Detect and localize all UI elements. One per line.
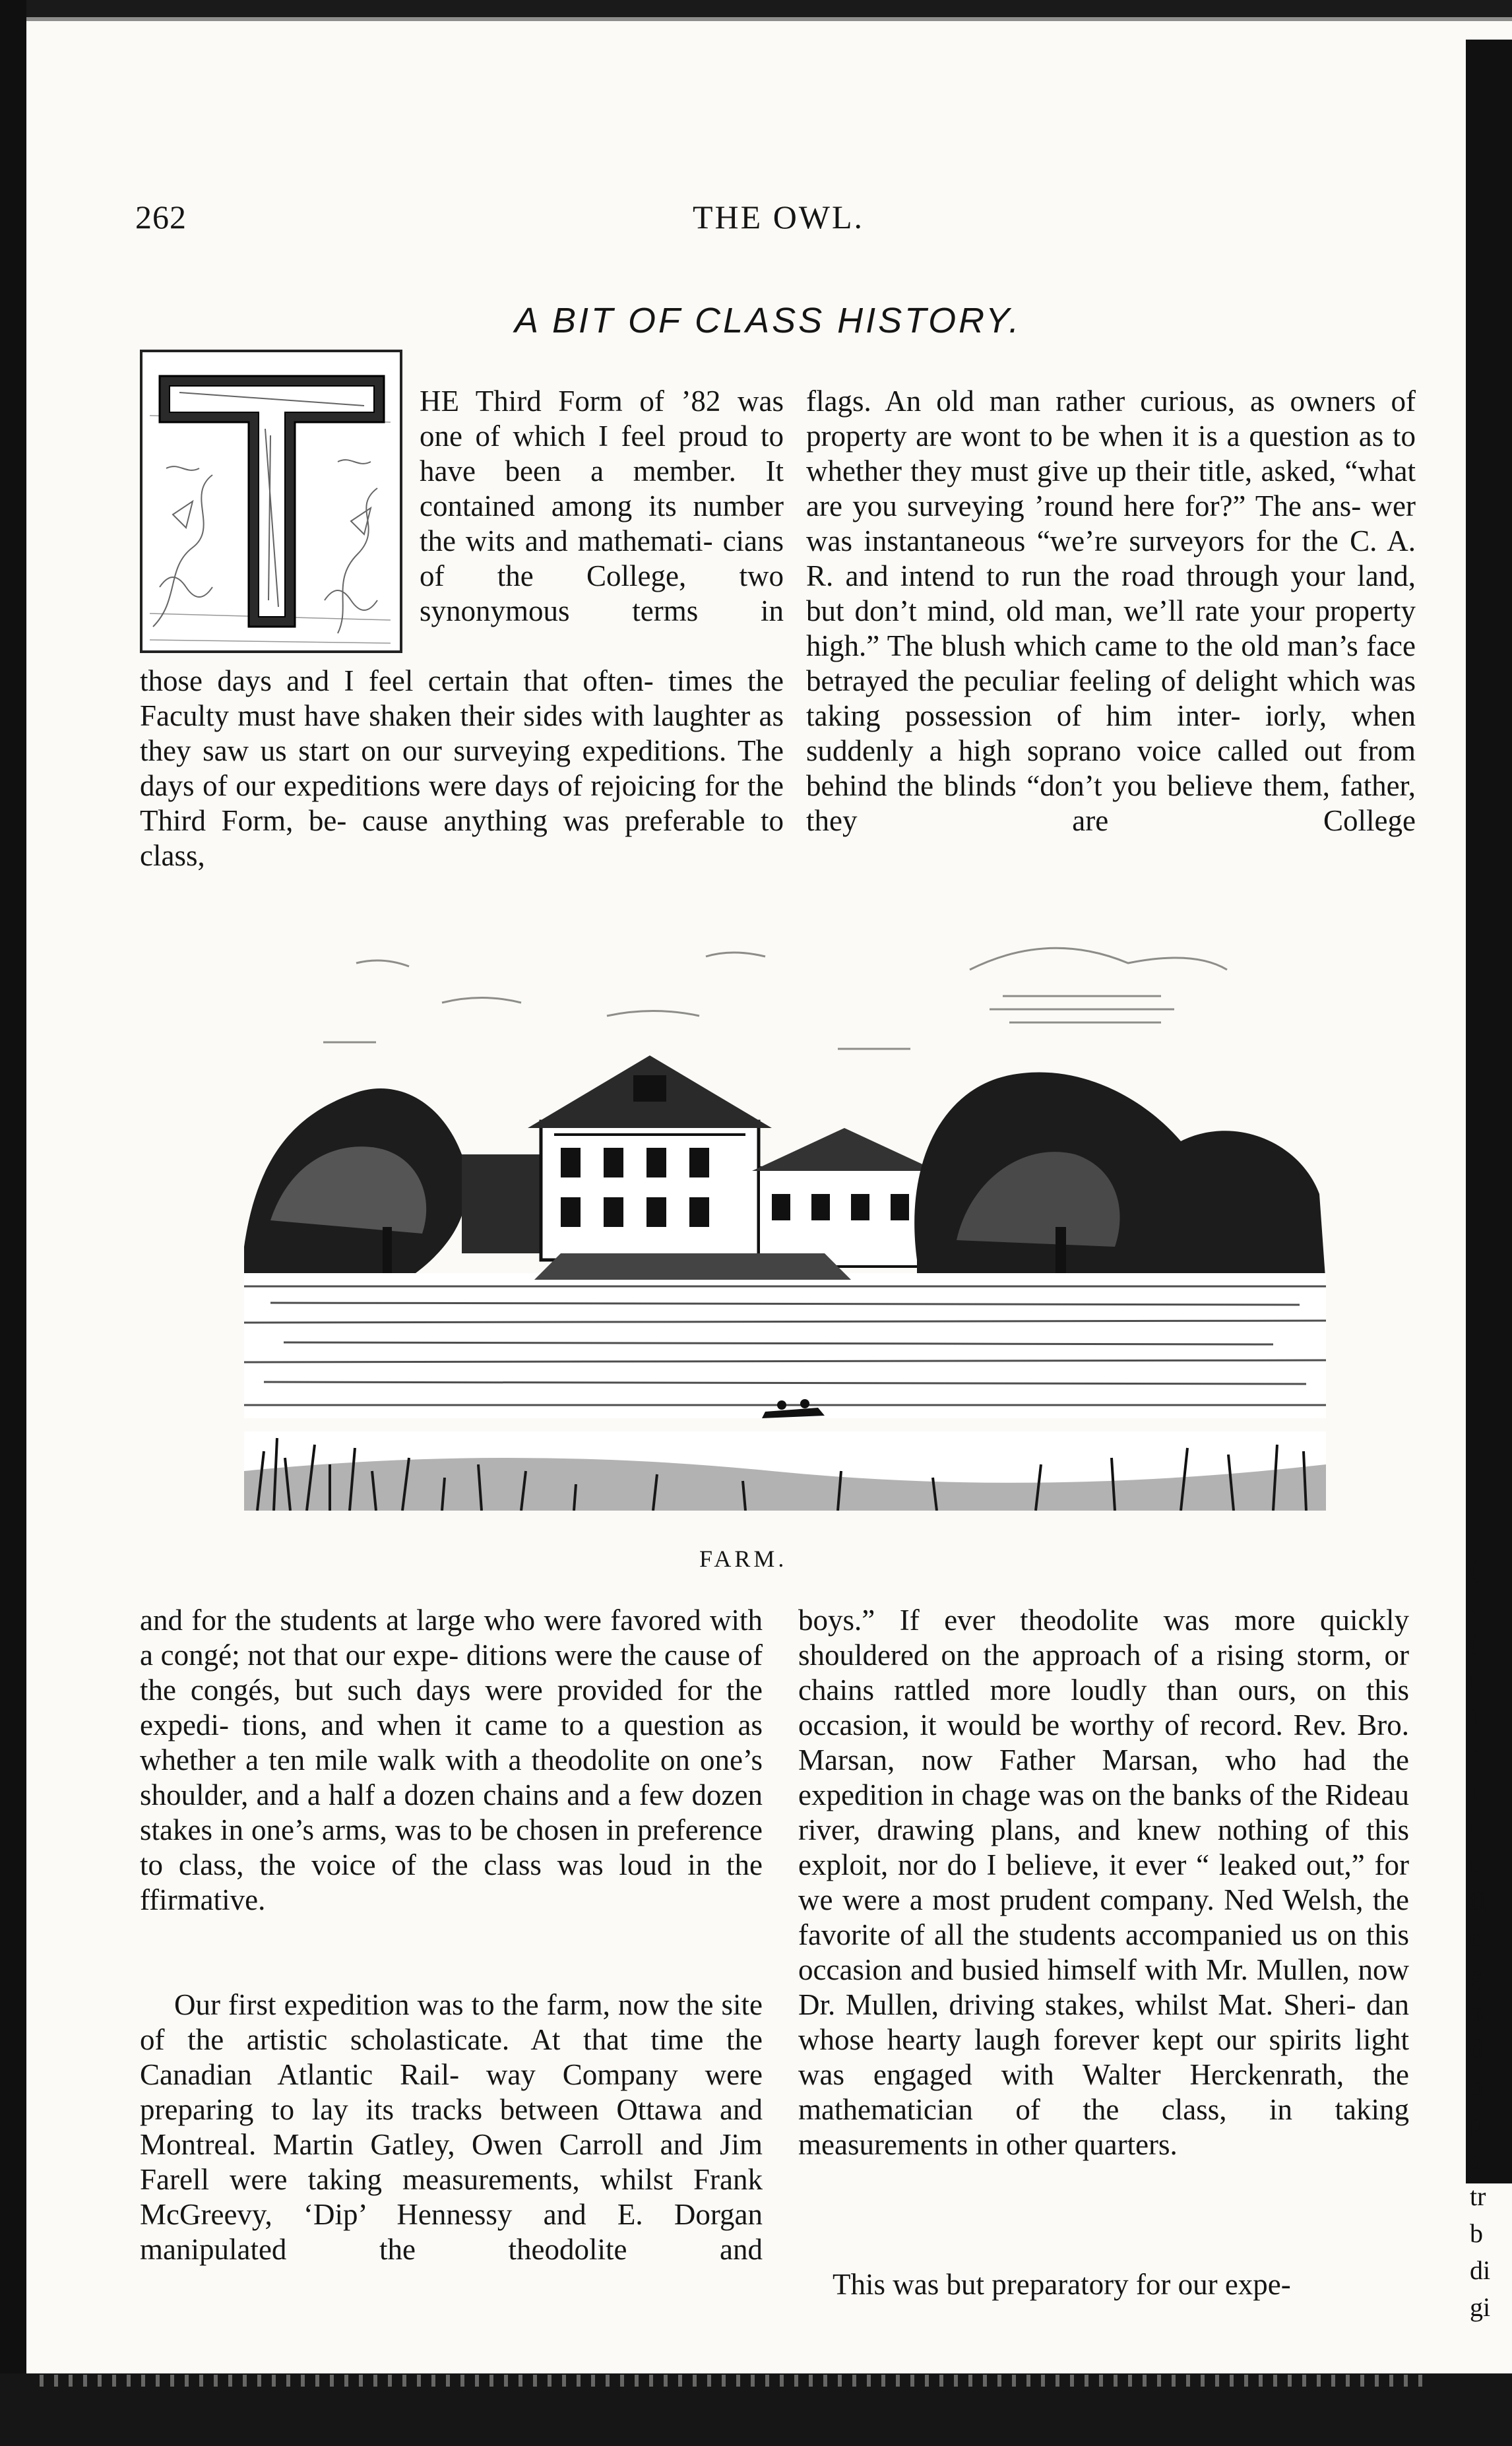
article-title: A BIT OF CLASS HISTORY.: [515, 301, 1022, 340]
scan-edge-top-shadow: [0, 17, 1512, 21]
scan-edge-bottom-noise: [40, 2375, 1425, 2387]
column1-top-narrow: HE Third Form of ’82 was one of which I feel proud to have been a member. It contained among its number the wits and mathemati- cians of the College, two synonymous terms in: [420, 385, 784, 627]
farm-engraving: [244, 943, 1326, 1511]
running-title: THE OWL.: [693, 199, 865, 235]
column1-bottom-para1: and for the students at large who were favored with a congé; not that our expe- ditions were the cause of the congés, but such days were provided for the expedi- tions, and when it came to a question as whether a ten mile walk with a theodolite on one’s shoulder, and a half a dozen chains and a few dozen stakes in one’s arms, was to be chosen in preference to class, the voice of the class was loud in the ffirmative.: [140, 1604, 763, 1916]
column2-top: flags. An old man rather curious, as owners of property are wont to be when it is a question as to whether they must give up their title, asked, “what are you surveying ’round here for?” The ans- wer was instantaneous “we’re surveyors for the C. A. R. and intend to run the road through your land, but don’t mind, old man, we’ll rate your property high.” The blush which came to the old man’s face betrayed the peculiar feeling of delight which was taking possession of him inter- iorly, when suddenly a high soprano voice called out from behind the blinds “don’t you believe them, father, they are College: [806, 385, 1416, 837]
scan-edge-top: [0, 0, 1512, 17]
scan-edge-left: [0, 0, 26, 2446]
figure-caption: FARM.: [699, 1546, 788, 1572]
drop-cap-illustration: [140, 350, 402, 653]
column1-top-full: those days and I feel certain that often- times the Faculty must have shaken their sides with laughter as they saw us start on our surveying expeditions. The days of our expeditions were days of rejoicing for the Third Form, be- cause anything was preferable to class,: [140, 664, 784, 872]
column2-bottom-para2: This was but preparatory for our expe-: [833, 2268, 1291, 2301]
page-number: 262: [135, 199, 187, 235]
column1-bottom-para2: Our first expedition was to the farm, now the site of the artistic scholasticate. At that time the Canadian Atlantic Rail- way Company were preparing to lay its tracks between Ottawa and Montreal. Martin Gatley, Owen Carroll and Jim Farell were taking measurements, whilst Frank McGreevy, ‘Dip’ Hennessy and E. Dorgan manipulated the theodolite and: [140, 1988, 763, 2266]
column2-bottom-para1: boys.” If ever theodolite was more quickly shouldered on the approach of a rising storm, or chains rattled more loudly than ours, on this occasion, it would be worthy of record. Rev. Bro. Marsan, now Father Marsan, who had the expedition in chage was on the banks of the Rideau river, drawing plans, and knew nothing of this exploit, nor do I believe, it ever “ leaked out,” for we were a most prudent company. Ned Welsh, the favorite of all the students accompanied us on this occasion and busied himself with Mr. Mullen, now Dr. Mullen, driving stakes, whilst Mat. Sheri- dan whose hearty laugh forever kept our spirits light was engaged with Walter Herckenrath, the mathematician of the class, in taking measurements in other quarters.: [798, 1604, 1410, 2161]
facing-page-fragments: ( : ( t 1 r i t t fi c g n d h p ai tr b di gi: [1470, 1553, 1491, 2322]
